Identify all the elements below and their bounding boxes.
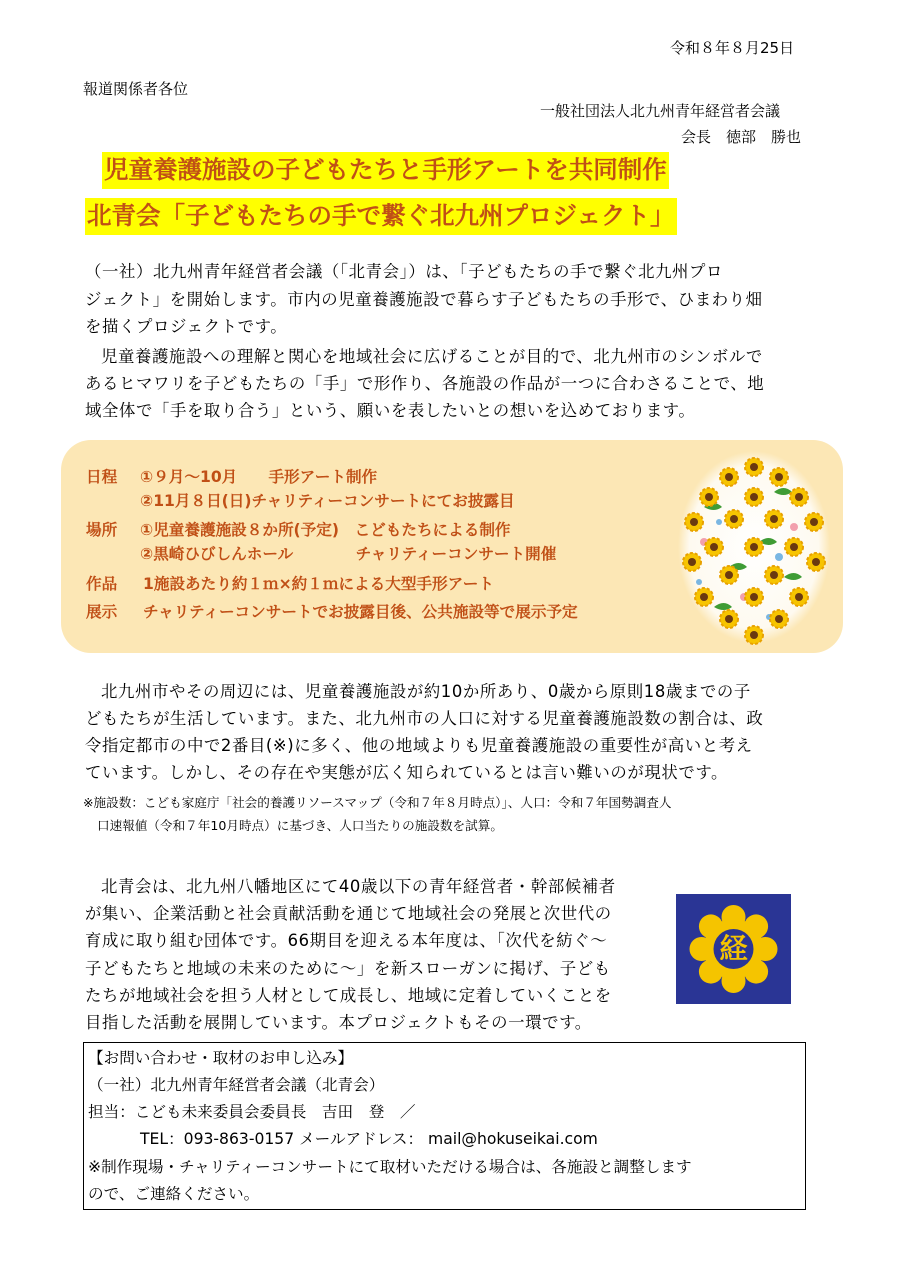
title-line-1: 児童養護施設の子どもたちと手形アートを共同制作 [102,152,669,189]
release-date: 令和８年８月25日 [670,39,795,57]
venue-item-1: ①児童養護施設８か所(予定) こどもたちによる制作 [140,521,511,539]
intro-p2-line3: 域全体で「手を取り合う」という、願いを表したいとの想いを込めております。 [85,401,696,420]
background-line3: 令指定都市の中で2番目(※)に多く、他の地域よりも児童養護施設の重要性が高いと考え [85,736,753,755]
intro-p1-line1: （一社）北九州青年経営者会議（「北青会」）は、「子どもたちの手で繋ぐ北九州プロ [85,262,724,281]
about-line6: 目指した活動を展開しています。本プロジェクトもその一環です。 [85,1013,592,1032]
footnote-line1: ※施設数：こども家庭庁「社会的養護リソースマップ（令和７年８月時点）」、人口：令和７年国勢調査人 [83,795,672,810]
contact-heading: 【お問い合わせ・取材のお申し込み】 [88,1049,354,1067]
president-name: 会長 徳部 勝也 [681,128,802,146]
sunflower-handprint-art-image [674,447,834,647]
about-line1: 北青会は、北九州八幡地区にて40歳以下の青年経営者・幹部候補者 [101,877,616,896]
hokuseikai-logo [676,894,791,1004]
intro-p1-line2: ジェクト」を開始します。市内の児童養護施設で暮らす子どもたちの手形で、ひまわり畑 [85,290,763,309]
venue-item-2: ②黒崎ひびしんホール チャリティーコンサート開催 [140,545,557,563]
venue-label: 場所 [86,521,118,539]
contact-person: 担当：こども未来委員会委員長 吉田 登 ／ [88,1103,416,1121]
about-line5: たちが地域社会を担う人材として成長し、地域に定着していくことを [85,986,612,1005]
schedule-label: 日程 [86,468,118,486]
work-label: 作品 [86,575,118,593]
about-line4: 子どもたちと地域の未来のために～」を新スローガンに掲げ、子ども [85,959,611,978]
organization-name: 一般社団法人北九州青年経営者会議 [540,102,781,120]
footnote-line2: 口速報値（令和７年10月時点）に基づき、人口当たりの施設数を試算。 [97,818,503,833]
background-line1: 北九州市やその周辺には、児童養護施設が約10か所あり、0歳から原則18歳までの子 [101,682,751,701]
intro-p2-line2: あるヒマワリを子どもたちの「手」で形作り、各施設の作品が一つに合わさることで、地 [85,374,765,393]
about-line2: が集い、企業活動と社会貢献活動を通じて地域社会の発展と次世代の [85,904,612,923]
contact-tel-email: TEL：093-863-0157 メールアドレス： mail@hokuseikai.com [140,1130,598,1148]
intro-p2-line1: 児童養護施設への理解と関心を地域社会に広げることが目的で、北九州市のシンボルで [101,347,763,366]
contact-note-line2: ので、ご連絡ください。 [88,1185,260,1203]
logo-character: 経 [719,932,748,965]
title-line-2: 北青会「子どもたちの手で繋ぐ北九州プロジェクト」 [85,198,677,235]
exhibit-label: 展示 [86,603,118,621]
contact-org: （一社）北九州青年経営者会議（北青会） [88,1076,385,1094]
intro-p1-line3: を描くプロジェクトです。 [85,317,288,336]
contact-box [83,1042,806,1210]
work-text: 1施設あたり約１ｍ×約１ｍによる大型手形アート [143,575,494,593]
schedule-item-2: ②11月８日(日)チャリティーコンサートにてお披露目 [140,492,515,510]
background-line4: ています。しかし、その存在や実態が広く知られているとは言い難いのが現状です。 [85,763,729,782]
exhibit-text: チャリティーコンサートでお披露目後、公共施設等で展示予定 [143,603,578,621]
background-line2: どもたちが生活しています。また、北九州市の人口に対する児童養護施設数の割合は、政 [85,709,764,728]
schedule-item-1: ①９月～10月 手形アート制作 [140,468,378,486]
about-line3: 育成に取り組む団体です。66期目を迎える本年度は、「次代を紡ぐ～ [85,931,608,950]
contact-note-line1: ※制作現場・チャリティーコンサートにて取材いただける場合は、各施設と調整します [88,1158,692,1176]
recipient: 報道関係者各位 [83,80,189,98]
